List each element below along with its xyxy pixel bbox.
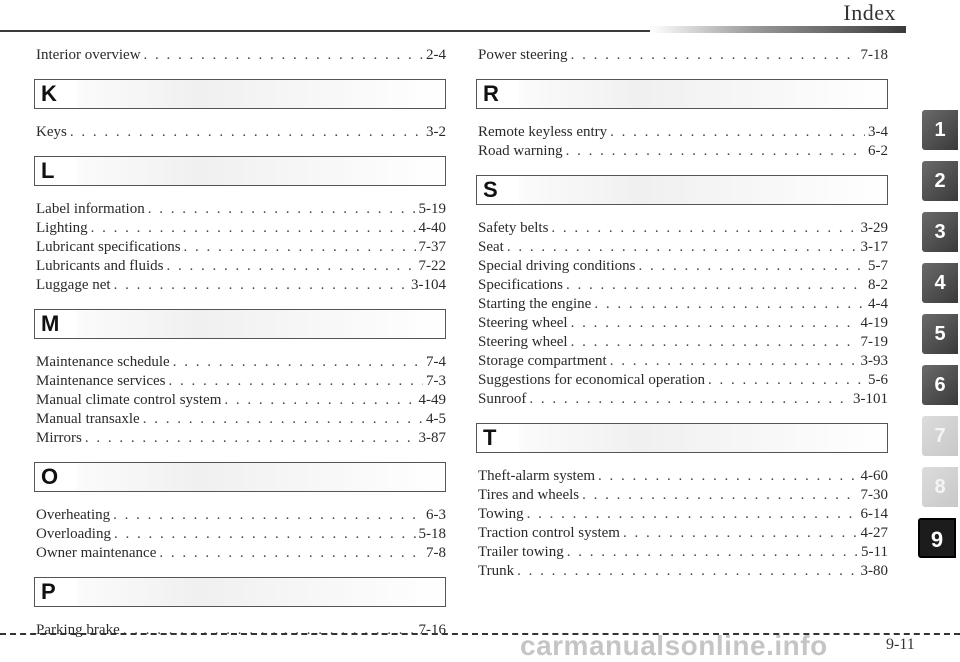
dot-leader <box>91 219 416 238</box>
chapter-tabs <box>922 110 958 569</box>
entry-label: Interior overview <box>36 47 141 63</box>
entry-page: 7-8 <box>426 545 446 561</box>
dot-leader <box>113 506 423 525</box>
entry-label: Power steering <box>478 47 568 63</box>
dot-leader <box>529 390 850 409</box>
entry-page: 3-2 <box>426 124 446 140</box>
index-entry[interactable] <box>478 505 888 524</box>
dot-leader <box>598 467 857 486</box>
entry-page: 4-27 <box>860 525 888 541</box>
entry-label: Specifications <box>478 277 563 293</box>
chapter-tab-1[interactable]: 1 <box>922 110 958 150</box>
entry-page: 3-17 <box>860 239 888 255</box>
entry-label: Starting the engine <box>478 296 592 312</box>
entry-page: 4-60 <box>860 468 888 484</box>
index-entry[interactable] <box>36 353 446 372</box>
index-entry[interactable] <box>36 372 446 391</box>
index-entry[interactable] <box>36 257 446 276</box>
index-entry[interactable] <box>478 371 888 390</box>
dot-leader <box>507 238 858 257</box>
entry-label: Lighting <box>36 220 88 236</box>
dot-leader <box>638 257 865 276</box>
watermark-text: carmanualsonline.info <box>520 630 828 661</box>
letter-label: M <box>34 309 77 339</box>
entry-page: 5-19 <box>418 201 446 217</box>
dot-leader <box>114 276 408 295</box>
entry-label: Parking brake <box>36 622 120 638</box>
index-entry[interactable] <box>36 123 446 142</box>
index-entry[interactable] <box>36 506 446 525</box>
letter-header-p <box>36 577 446 607</box>
dot-leader <box>224 391 415 410</box>
entry-page: 7-16 <box>418 622 446 638</box>
letter-header-m <box>36 309 446 339</box>
index-entry[interactable] <box>478 562 888 581</box>
entry-label: Maintenance schedule <box>36 354 170 370</box>
entry-page: 4-40 <box>418 220 446 236</box>
index-entry[interactable] <box>478 352 888 371</box>
entry-label: Lubricant specifications <box>36 239 181 255</box>
entry-label: Maintenance services <box>36 373 166 389</box>
entry-page: 4-4 <box>868 296 888 312</box>
dot-leader <box>173 353 423 372</box>
dot-leader <box>517 562 857 581</box>
entry-label: Manual transaxle <box>36 411 140 427</box>
chapter-tab-9-active[interactable]: 9 <box>918 518 956 558</box>
entry-page: 7-30 <box>860 487 888 503</box>
entry-label: Towing <box>478 506 524 522</box>
dot-leader <box>623 524 858 543</box>
letter-label: S <box>476 175 519 205</box>
entry-page: 5-6 <box>868 372 888 388</box>
entry-page: 6-3 <box>426 507 446 523</box>
index-entry[interactable] <box>478 314 888 333</box>
entry-page: 3-101 <box>853 391 888 407</box>
entry-label: Tires and wheels <box>478 487 580 503</box>
entry-label: Sunroof <box>478 391 527 407</box>
entry-page: 8-2 <box>868 277 888 293</box>
index-entry[interactable] <box>478 467 888 486</box>
index-entry[interactable] <box>478 543 888 562</box>
dot-leader <box>571 333 858 352</box>
index-entry[interactable] <box>478 333 888 352</box>
index-entry[interactable] <box>478 238 888 257</box>
dot-leader <box>70 123 423 142</box>
entry-label: Manual climate control system <box>36 392 222 408</box>
index-entry[interactable] <box>478 142 888 161</box>
entry-page: 7-3 <box>426 373 446 389</box>
entry-page: 7-4 <box>426 354 446 370</box>
chapter-tab-8[interactable]: 8 <box>922 467 958 507</box>
index-entry[interactable] <box>478 486 888 505</box>
entry-label: Mirrors <box>36 430 82 446</box>
dot-leader <box>566 142 865 161</box>
index-entry[interactable] <box>478 295 888 314</box>
entry-page: 4-5 <box>426 411 446 427</box>
chapter-tab-3[interactable]: 3 <box>922 212 958 252</box>
chapter-tab-5[interactable]: 5 <box>922 314 958 354</box>
entry-label: Label information <box>36 201 145 217</box>
index-entry[interactable] <box>478 219 888 238</box>
entry-label: Road warning <box>478 143 563 159</box>
dot-leader <box>566 276 865 295</box>
entry-page: 3-104 <box>411 277 446 293</box>
letter-label: R <box>476 79 519 109</box>
entry-label: Trunk <box>478 563 515 579</box>
entry-label: Traction control system <box>478 525 620 541</box>
index-entry[interactable] <box>36 219 446 238</box>
letter-header-l <box>36 156 446 186</box>
dot-leader <box>144 46 423 65</box>
index-entry[interactable] <box>36 200 446 219</box>
entry-page: 6-2 <box>868 143 888 159</box>
entry-page: 7-19 <box>860 334 888 350</box>
entry-label: Overloading <box>36 526 111 542</box>
entry-label: Overheating <box>36 507 111 523</box>
entry-page: 7-18 <box>860 47 888 63</box>
entry-label: Lubricants and fluids <box>36 258 164 274</box>
index-column-left <box>36 46 446 640</box>
letter-header-t <box>478 423 888 453</box>
index-entry[interactable] <box>36 238 446 257</box>
entry-page: 5-11 <box>861 544 888 560</box>
letter-label: O <box>34 462 77 492</box>
entry-label: Seat <box>478 239 504 255</box>
letter-label: P <box>34 577 77 607</box>
index-entry[interactable] <box>36 391 446 410</box>
entry-label: Special driving conditions <box>478 258 636 274</box>
letter-header-r <box>478 79 888 109</box>
dot-leader <box>582 486 857 505</box>
letter-header-o <box>36 462 446 492</box>
entry-page: 4-49 <box>418 392 446 408</box>
dot-leader <box>567 543 858 562</box>
index-entry[interactable] <box>36 429 446 448</box>
chapter-tab-6[interactable]: 6 <box>922 365 958 405</box>
index-entry[interactable] <box>478 390 888 409</box>
chapter-tab-4[interactable]: 4 <box>922 263 958 303</box>
dot-leader <box>610 123 865 142</box>
entry-label: Theft-alarm system <box>478 468 596 484</box>
letter-label: T <box>476 423 519 453</box>
index-entry[interactable] <box>478 46 888 65</box>
entry-label: Trailer towing <box>478 544 564 560</box>
entry-page: 2-4 <box>426 47 446 63</box>
dot-leader <box>594 295 865 314</box>
entry-label: Owner maintenance <box>36 545 157 561</box>
index-entry[interactable] <box>478 257 888 276</box>
letter-label: K <box>34 79 77 109</box>
index-entry[interactable] <box>36 525 446 544</box>
dot-leader <box>184 238 416 257</box>
dot-leader <box>143 410 423 429</box>
entry-page: 4-19 <box>860 315 888 331</box>
dot-leader <box>85 429 416 448</box>
dot-leader <box>708 371 865 390</box>
entry-page: 3-80 <box>860 563 888 579</box>
dot-leader <box>169 372 423 391</box>
entry-page: 3-93 <box>860 353 888 369</box>
index-entry[interactable] <box>36 621 446 640</box>
index-entry[interactable] <box>36 46 446 65</box>
index-entry[interactable] <box>36 544 446 563</box>
entry-page: 7-37 <box>418 239 446 255</box>
entry-label: Steering wheel <box>478 315 568 331</box>
dot-leader <box>571 314 858 333</box>
entry-page: 3-29 <box>860 220 888 236</box>
entry-page: 5-18 <box>418 526 446 542</box>
entry-page: 5-7 <box>868 258 888 274</box>
dot-leader <box>527 505 858 524</box>
dot-leader <box>159 544 423 563</box>
index-entry[interactable] <box>36 410 446 429</box>
page-section-title: Index <box>843 0 896 25</box>
page-number: 9-11 <box>886 636 915 653</box>
chapter-tab-7[interactable]: 7 <box>922 416 958 456</box>
letter-header-s <box>478 175 888 205</box>
dot-leader <box>571 46 858 65</box>
dot-leader <box>148 200 416 219</box>
entry-page: 7-22 <box>418 258 446 274</box>
entry-page: 6-14 <box>860 506 888 522</box>
letter-header-k <box>36 79 446 109</box>
index-entry[interactable] <box>478 524 888 543</box>
letter-label: L <box>34 156 77 186</box>
dot-leader <box>114 525 416 544</box>
entry-label: Storage compartment <box>478 353 607 369</box>
entry-page: 3-87 <box>418 430 446 446</box>
index-entry[interactable] <box>478 123 888 142</box>
entry-label: Steering wheel <box>478 334 568 350</box>
header-gradient-band <box>650 26 906 33</box>
entry-page: 3-4 <box>868 124 888 140</box>
entry-label: Safety belts <box>478 220 549 236</box>
index-column-right <box>478 46 888 581</box>
dot-leader <box>610 352 858 371</box>
entry-label: Keys <box>36 124 67 140</box>
index-entry[interactable] <box>36 276 446 295</box>
entry-label: Luggage net <box>36 277 111 293</box>
chapter-tab-2[interactable]: 2 <box>922 161 958 201</box>
dot-leader <box>551 219 857 238</box>
index-entry[interactable] <box>478 276 888 295</box>
dot-leader <box>123 621 416 640</box>
entry-label: Suggestions for economical operation <box>478 372 706 388</box>
entry-label: Remote keyless entry <box>478 124 608 140</box>
dot-leader <box>166 257 415 276</box>
